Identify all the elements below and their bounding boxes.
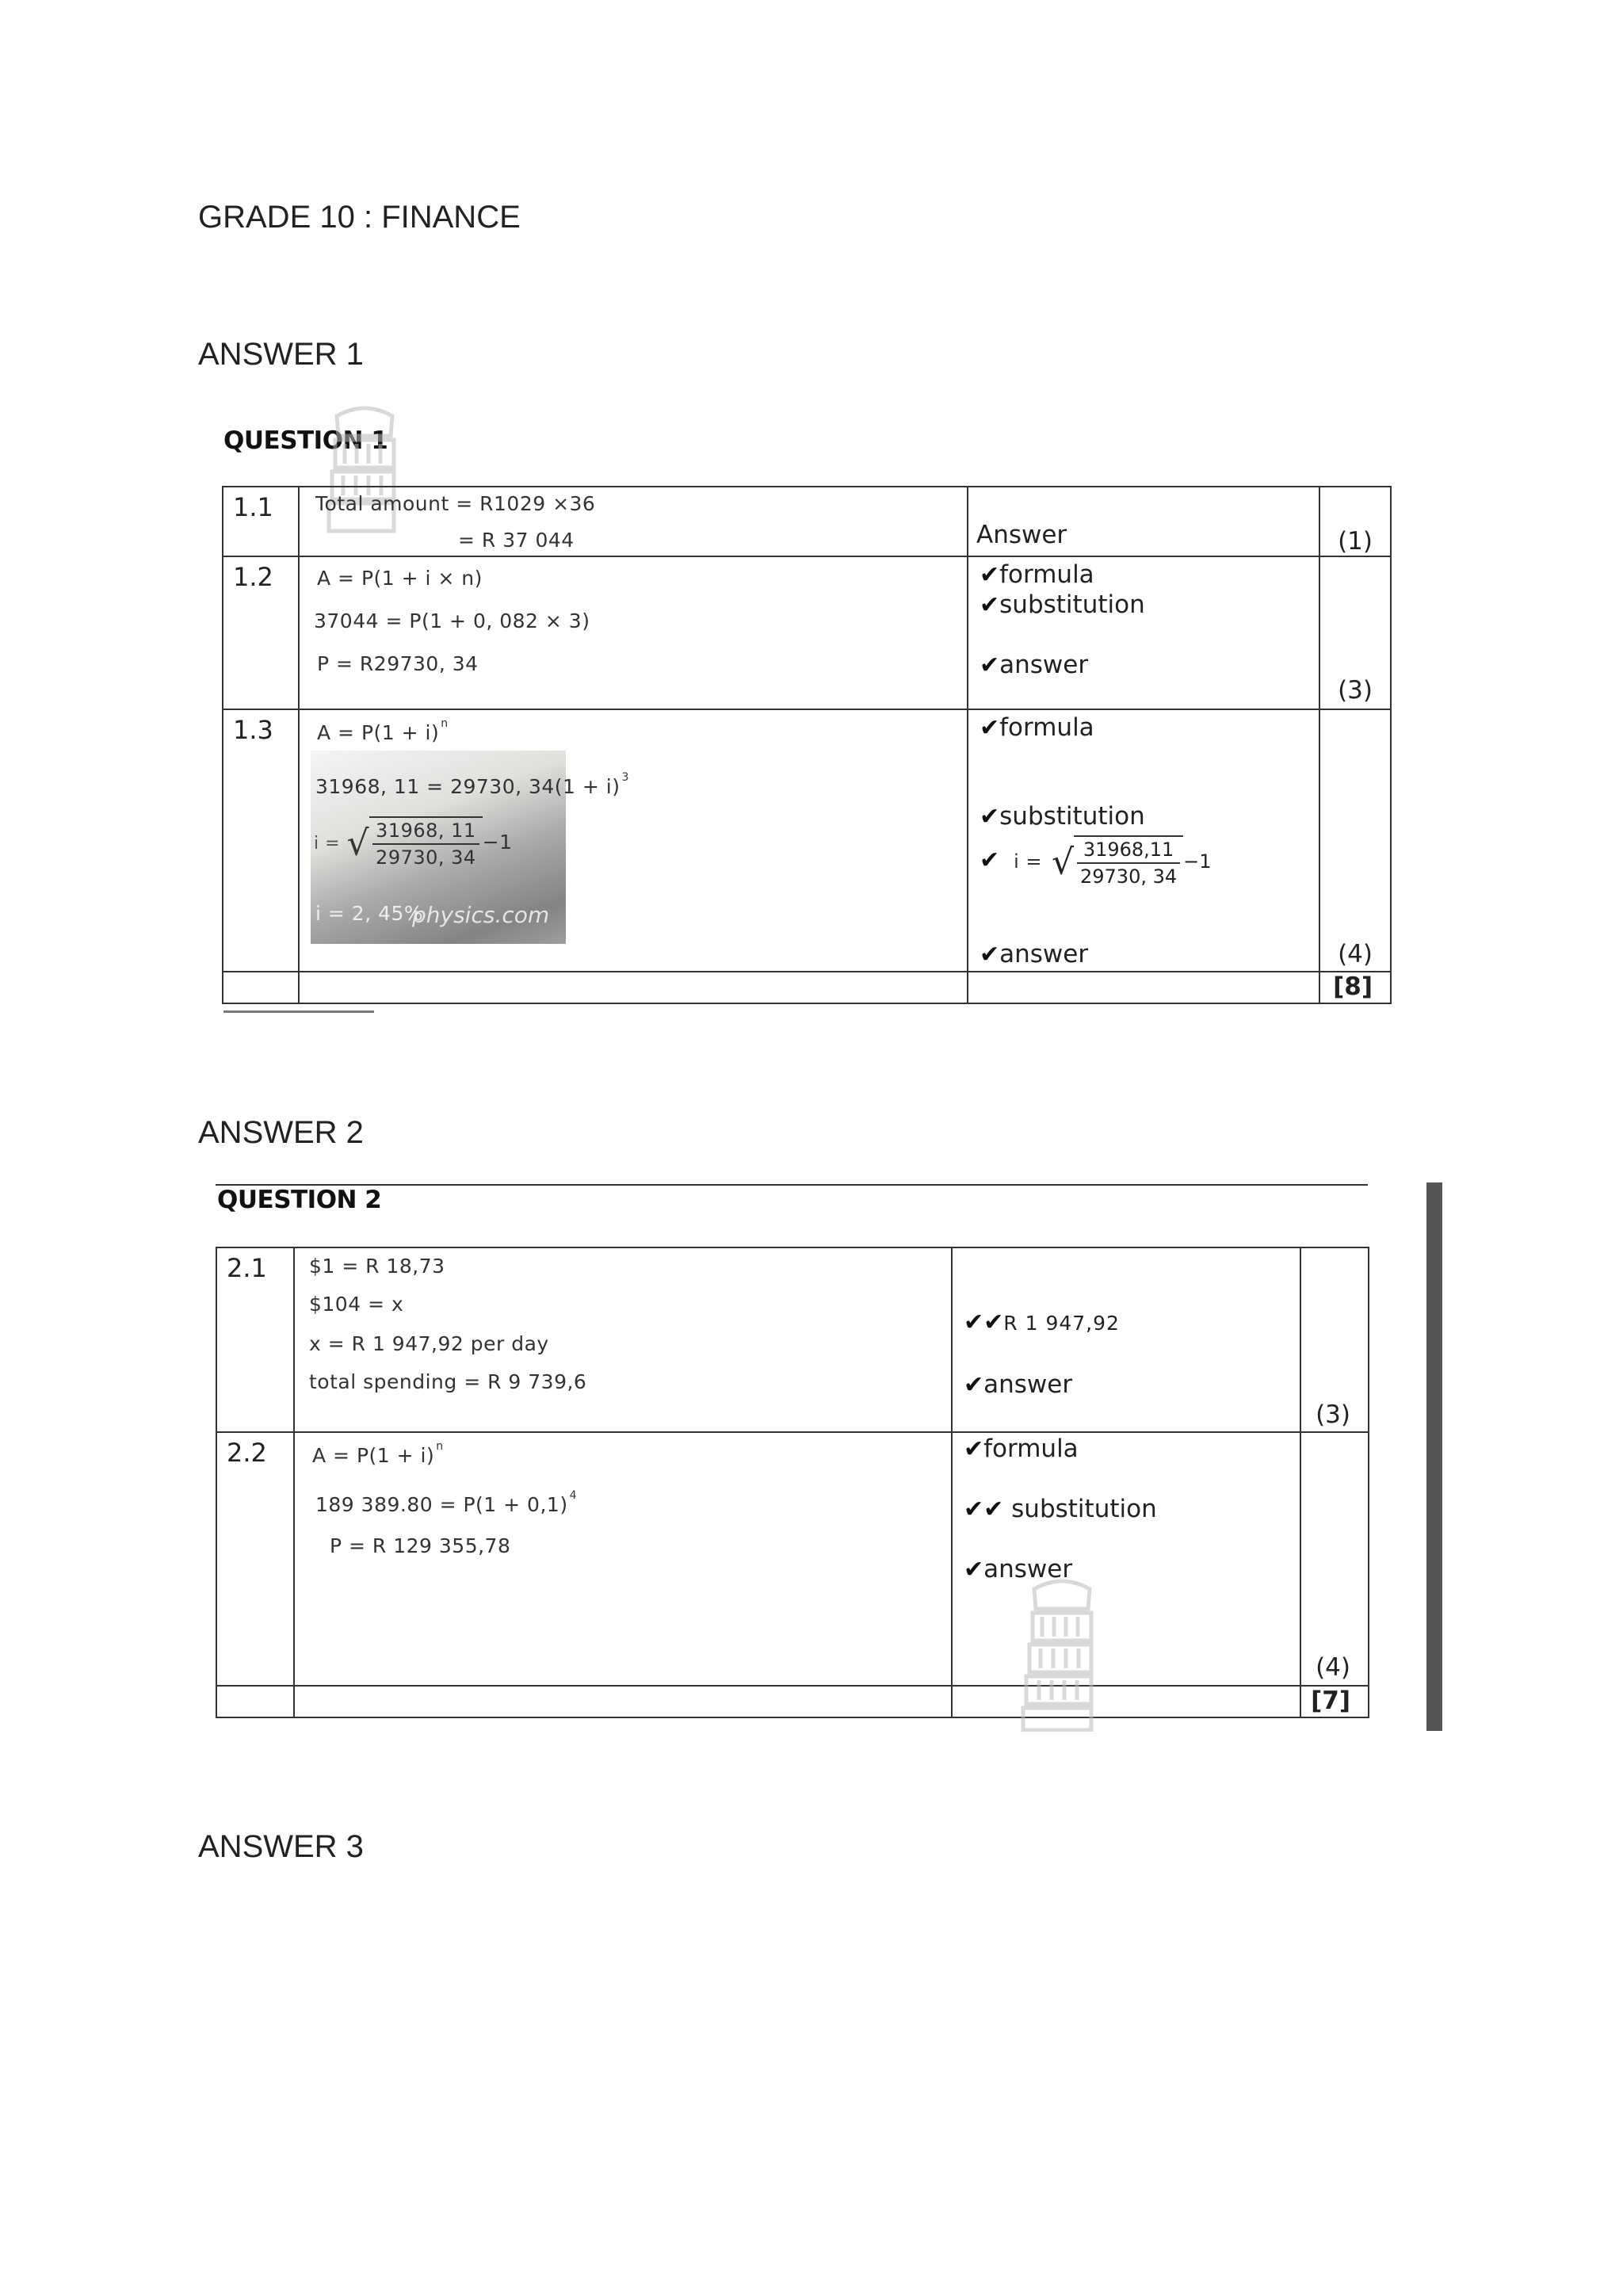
question-2-table: [216, 1247, 1369, 1718]
question-2-title: QUESTION 2: [217, 1186, 382, 1214]
marks-total-cell: [1319, 709, 1391, 972]
marks-total: (4): [1338, 940, 1373, 968]
working-line: Total amount = R1029 ×36: [315, 492, 596, 515]
watermark-text: physics.com: [412, 902, 550, 928]
mark-answer: Answer: [976, 521, 1067, 549]
mark-formula: ✔formula: [964, 1435, 1079, 1463]
marks-total-cell: [1300, 1432, 1369, 1686]
working-line: A = P(1 + i) $^n$: [317, 717, 449, 744]
question-1-title: QUESTION 1: [223, 426, 388, 455]
working-line: $1 = R 18,73: [309, 1255, 445, 1278]
working-line: = R 37 044: [458, 529, 575, 552]
marks-total: (4): [1316, 1653, 1350, 1682]
mark-formula: ✔formula: [980, 560, 1094, 589]
working-line: A = P(1 + i) $^n$: [312, 1440, 444, 1467]
marks-cell: [952, 1432, 1300, 1686]
mark-substitution: ✔substitution: [980, 590, 1145, 619]
working-line: $104 = x: [309, 1293, 404, 1316]
working-line: A = P(1 + i × n): [317, 567, 483, 590]
working-line: P = R29730, 34: [317, 652, 479, 675]
marks-total: (3): [1338, 676, 1373, 705]
working-line: 31968, 11 = 29730, 34(1 + i) $^3$: [315, 771, 629, 798]
mark-substitution-expression: ✔ i = √ $\frac{31968,11}{29730, 34}$ −1: [980, 835, 1201, 889]
marks-total: (1): [1338, 527, 1373, 556]
table-row-2-2: [216, 1432, 1369, 1686]
marks-total: (3): [1316, 1400, 1350, 1429]
working-line: P = R 129 355,78: [330, 1534, 511, 1557]
table-row-1-1: [223, 487, 1391, 556]
mark-formula: ✔formula: [980, 713, 1094, 742]
mark-answer: ✔answer: [964, 1370, 1073, 1399]
marks-total-cell: [1300, 1247, 1369, 1432]
grand-total: [7]: [1311, 1687, 1350, 1715]
question-number: 1.1: [223, 487, 299, 556]
cutoff-heading-fragment: [223, 1010, 374, 1019]
mark-answer: ✔answer: [964, 1555, 1073, 1584]
page-title: GRADE 10 : FINANCE: [198, 200, 521, 235]
mark-answer: ✔answer: [980, 940, 1089, 968]
scrollbar[interactable]: [1426, 1182, 1442, 1731]
marks-cell: [968, 556, 1319, 709]
working-cell: [299, 556, 968, 709]
marks-cell: [968, 709, 1319, 972]
answer-2-label: ANSWER 2: [198, 1115, 364, 1150]
working-cell: [294, 1247, 952, 1432]
divider: [216, 1184, 1368, 1186]
working-cell: [294, 1432, 952, 1686]
marks-cell: [952, 1247, 1300, 1432]
working-cell: [299, 487, 968, 556]
table-row-2-1: [216, 1247, 1369, 1432]
question-number: 1.2: [223, 556, 299, 709]
working-line-root: i = √ $\frac{31968, 11}{29730, 34}$ −1: [314, 816, 513, 870]
question-number: 1.3: [223, 709, 299, 972]
working-line: 37044 = P(1 + 0, 082 × 3): [314, 609, 590, 632]
mark-answer: ✔answer: [980, 651, 1089, 679]
table-total-row: [223, 972, 1391, 1003]
radical-icon: √: [346, 823, 370, 864]
watermark-tower-icon: [1018, 1573, 1106, 1732]
table-total-row: [216, 1686, 1369, 1717]
marks-total-cell: [1319, 556, 1391, 709]
radical-icon: √: [1051, 842, 1074, 883]
working-line: x = R 1 947,92 per day: [309, 1332, 549, 1355]
answer-3-label: ANSWER 3: [198, 1829, 364, 1864]
mark-answer-value: ✔✔R 1 947,92: [964, 1308, 1120, 1336]
question-number: 2.2: [216, 1432, 294, 1686]
grand-total: [8]: [1333, 972, 1373, 1001]
mark-substitution: ✔✔ substitution: [964, 1495, 1157, 1523]
working-line: 189 389.80 = P(1 + 0,1) $^4$: [315, 1489, 577, 1516]
marks-total-cell: [1319, 487, 1391, 556]
marks-cell: [968, 487, 1319, 556]
mark-substitution: ✔substitution: [980, 802, 1145, 831]
working-line: i = 2, 45%: [315, 902, 424, 925]
table-row-1-2: [223, 556, 1391, 709]
question-number: 2.1: [216, 1247, 294, 1432]
working-line: total spending = R 9 739,6: [309, 1370, 587, 1393]
answer-1-label: ANSWER 1: [198, 337, 364, 372]
